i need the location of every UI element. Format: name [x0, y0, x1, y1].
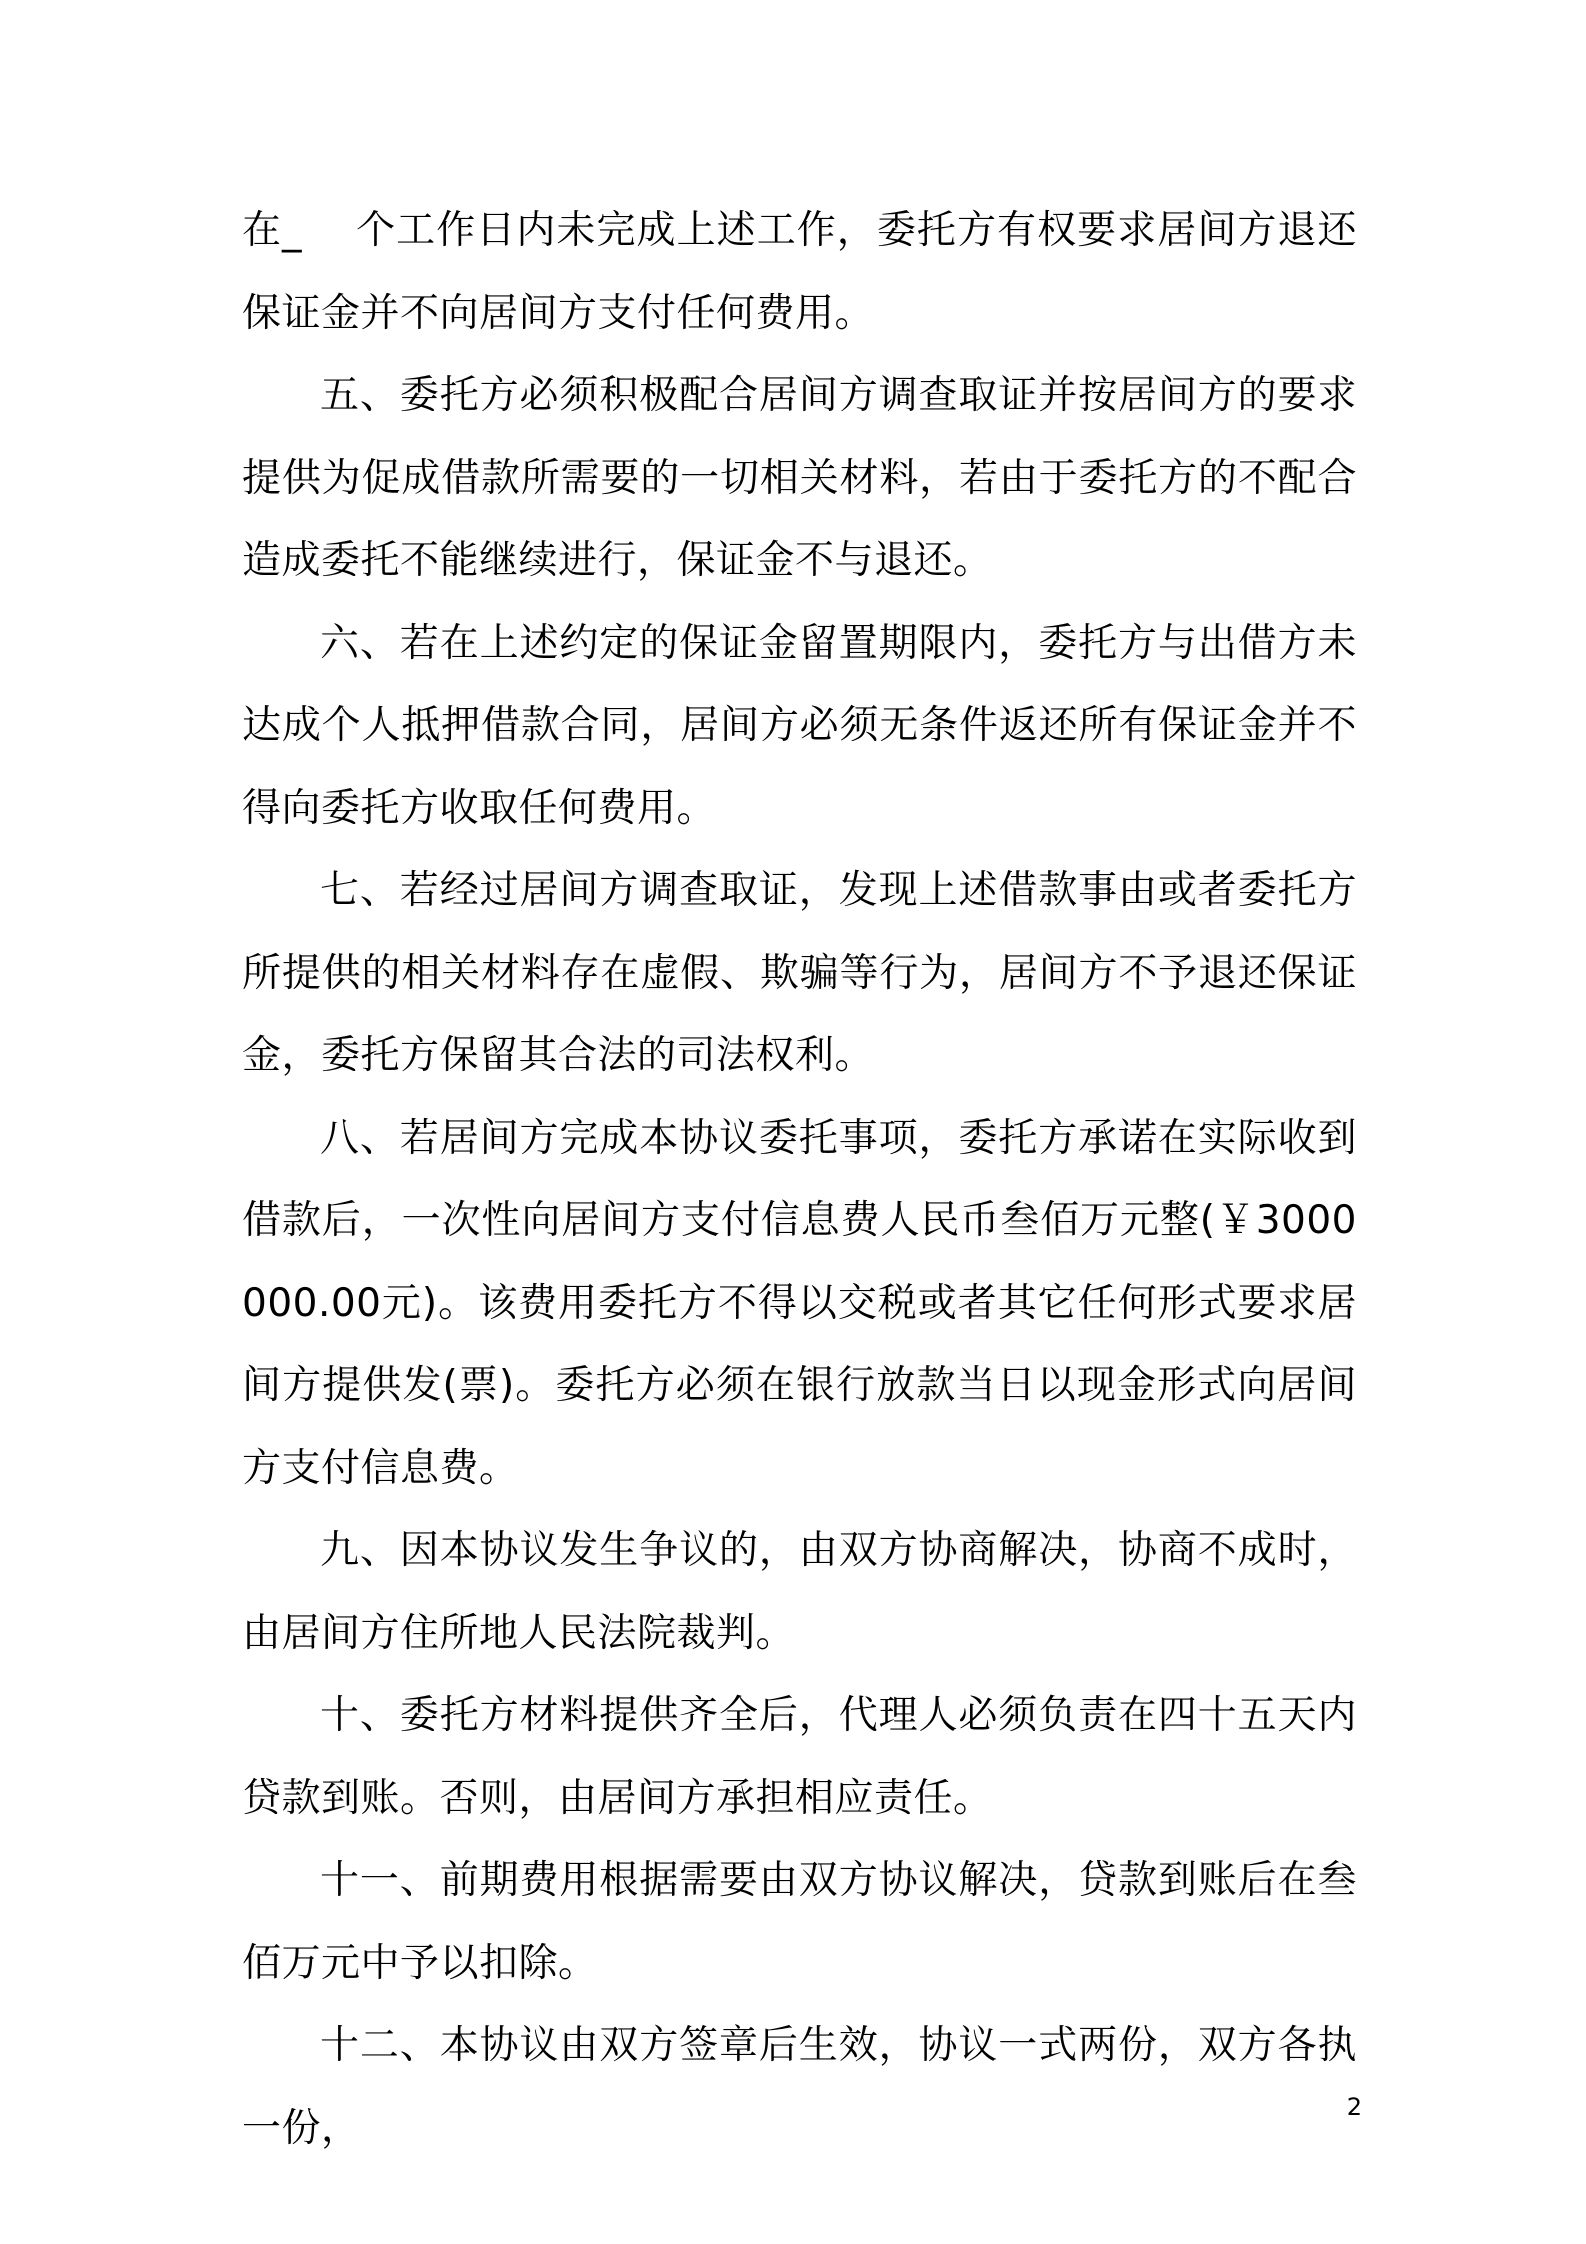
paragraph-continuation: 在_ 个工作日内未完成上述工作，委托方有权要求居间方退还保证金并不向居间方支付任何费用。 — [242, 208, 1357, 336]
clause-5: 五、委托方必须积极配合居间方调查取证并按居间方的要求提供为促成借款所需要的一切相关材料，若由于委托方的不配合造成委托不能继续进行，保证金不与退还。 — [242, 373, 1357, 583]
clause-9: 九、因本协议发生争议的，由双方协商解决，协商不成时，由居间方住所地人民法院裁判。 — [242, 1528, 1357, 1656]
clause-8: 八、若居间方完成本协议委托事项，委托方承诺在实际收到借款后，一次性向居间方支付信息费人民币叁佰万元整(￥3000000.00元)。该费用委托方不得以交税或者其它任何形式要求居间方提供发(票)。委托方必须在银行放款当日以现金形式向居间方支付信息费。 — [242, 1115, 1357, 1491]
clause-7: 七、若经过居间方调查取证，发现上述借款事由或者委托方所提供的相关材料存在虚假、欺骗等行为，居间方不予退还保证金，委托方保留其合法的司法权利。 — [242, 868, 1357, 1078]
clause-10: 十、委托方材料提供齐全后，代理人必须负责在四十五天内贷款到账。否则，由居间方承担相应责任。 — [242, 1693, 1357, 1821]
document-body — [242, 190, 1357, 2170]
clause-11: 十一、前期费用根据需要由双方协议解决，贷款到账后在叁佰万元中予以扣除。 — [242, 1858, 1357, 1986]
clause-12: 十二、本协议由双方签章后生效，协议一式两份，双方各执一份， — [242, 2023, 1357, 2151]
page-number: 2 — [1346, 2093, 1362, 2121]
clause-6: 六、若在上述约定的保证金留置期限内，委托方与出借方未达成个人抵押借款合同，居间方必须无条件返还所有保证金并不得向委托方收取任何费用。 — [242, 620, 1357, 831]
